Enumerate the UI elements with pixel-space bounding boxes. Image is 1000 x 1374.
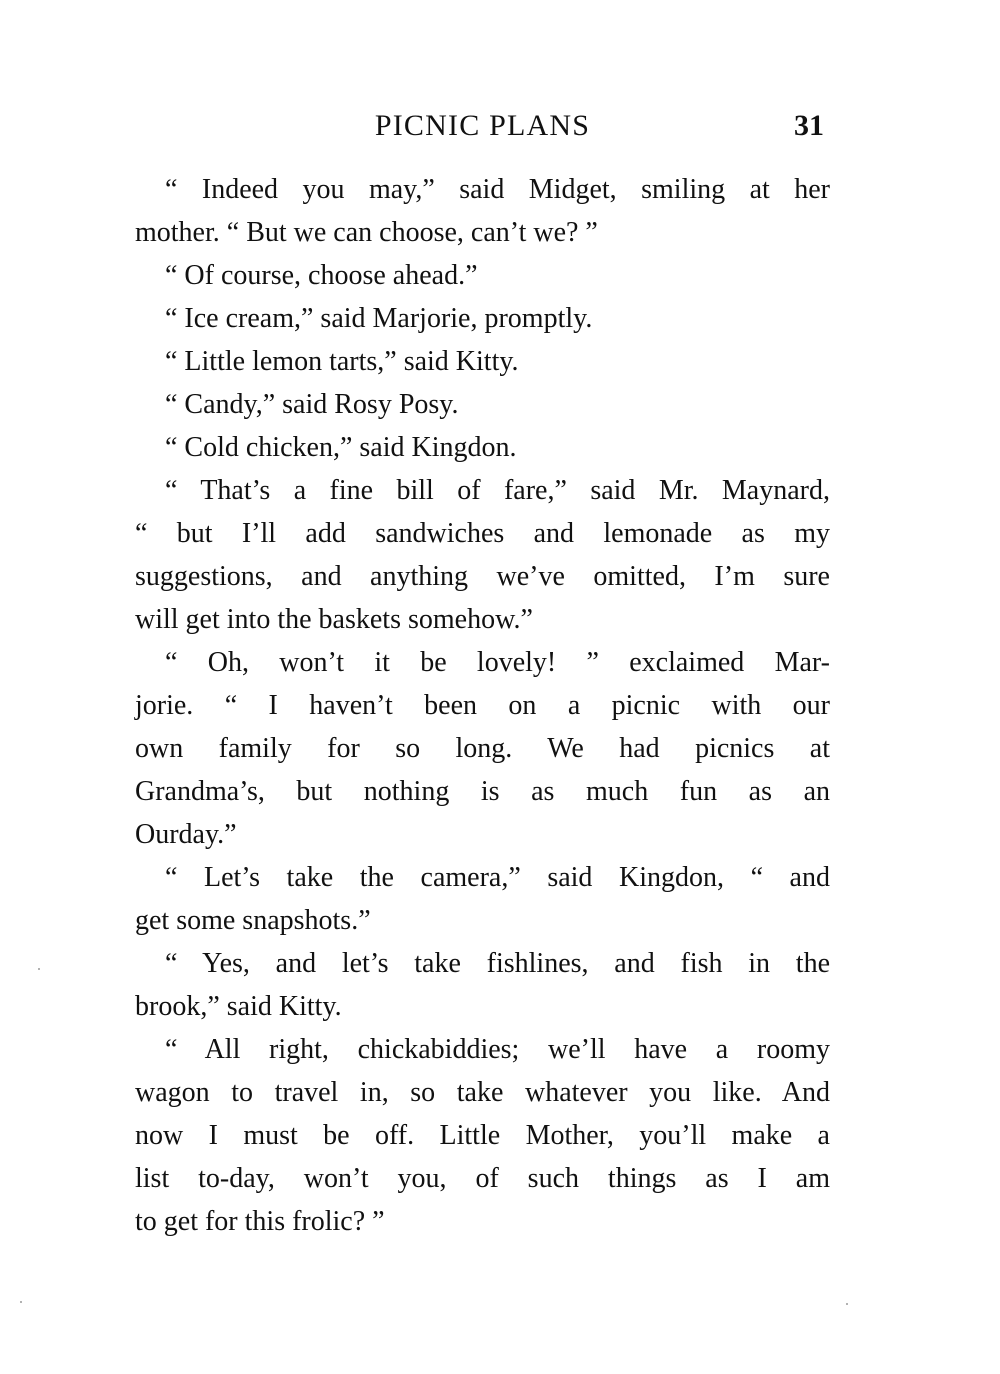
text-line: “ but I’ll add sandwiches and lemonade as my [135,518,830,549]
text-line: “ Of course, choose ahead.” [165,260,478,291]
text-line: Grandma’s, but nothing is as much fun as an [135,776,830,807]
text-line: mother. “ But we can choose, can’t we? ” [135,217,598,248]
text-line: “ Ice cream,” said Marjorie, promptly. [165,303,593,334]
text-line: list to-day, won’t you, of such things as I am [135,1163,830,1194]
text-line: “ Candy,” said Rosy Posy. [165,389,459,420]
text-line: “ Let’s take the camera,” said Kingdon, “ and [165,862,830,893]
page-number: 31 [794,109,824,142]
text-line: wagon to travel in, so take whatever you like. And [135,1077,830,1108]
body-text [135,168,830,1243]
text-line: “ That’s a fine bill of fare,” said Mr. Maynard, [165,475,830,506]
running-head [135,104,830,148]
text-line: “ Oh, won’t it be lovely! ” exclaimed Mar- [165,647,830,678]
text-line: get some snapshots.” [135,905,371,936]
text-line: jorie. “ I haven’t been on a picnic with our [135,690,830,721]
text-line: own family for so long. We had picnics at [135,733,830,764]
scan-speck [38,968,40,970]
text-line: brook,” said Kitty. [135,991,342,1022]
text-line: “ Little lemon tarts,” said Kitty. [165,346,519,377]
text-line: “ Yes, and let’s take fishlines, and fish in the [165,948,830,979]
text-line: will get into the baskets somehow.” [135,604,533,635]
scan-speck [846,1303,848,1305]
text-line: now I must be off. Little Mother, you’ll make a [135,1120,830,1151]
text-line: “ Indeed you may,” said Midget, smiling at her [165,174,830,205]
text-line: Ourday.” [135,819,237,850]
text-line: “ All right, chickabiddies; we’ll have a roomy [165,1034,830,1065]
text-line: suggestions, and anything we’ve omitted, I’m sure [135,561,830,592]
running-title: PICNIC PLANS [374,109,591,142]
text-line: “ Cold chicken,” said Kingdon. [165,432,517,463]
scan-speck [20,1301,22,1303]
text-line: to get for this frolic? ” [135,1206,385,1237]
